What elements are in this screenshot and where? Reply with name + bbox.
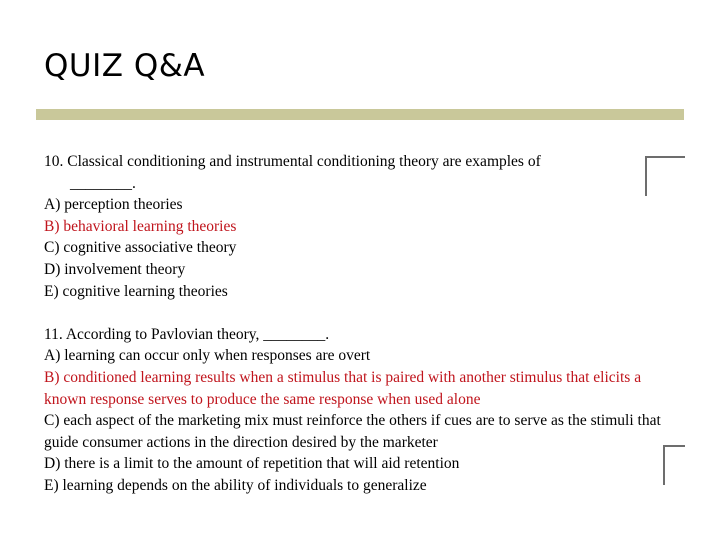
question-11-option-e: E) learning depends on the ability of individuals to generalize (44, 476, 427, 494)
slide-title: QUIZ Q&A (44, 48, 206, 84)
question-10-blank: ________. (70, 174, 136, 192)
question-10-option-a: A) perception theories (44, 196, 183, 214)
question-gap (44, 302, 680, 324)
question-11-option-c: C) each aspect of the marketing mix must reinforce the others if cues are to serve as the stimuli that guide consumer actions in the direction desired by the marketer (44, 412, 661, 451)
corner-bracket-top (645, 156, 685, 196)
question-11-option-b-correct: B) conditioned learning results when a stimulus that is paired with another stimulus that elicits a known response serves to produce the same response when used alone (44, 368, 642, 408)
question-11-option-a: A) learning can occur only when responses are overt (44, 347, 371, 365)
question-10-stem: 10. Classical conditioning and instrumental conditioning theory are examples of (44, 153, 541, 170)
question-10-option-e: E) cognitive learning theories (44, 282, 228, 300)
question-10-option-d: D) involvement theory (44, 260, 186, 278)
question-10-option-b-correct: B) behavioral learning theories (44, 217, 237, 235)
corner-bracket-bottom (663, 445, 685, 485)
question-11-stem: 11. According to Pavlovian theory, ________. (44, 325, 330, 343)
title-rule (36, 109, 684, 120)
title-rule-bar (36, 109, 684, 120)
question-10-option-c: C) cognitive associative theory (44, 239, 237, 257)
question-11-option-d: D) there is a limit to the amount of repetition that will aid retention (44, 455, 460, 473)
quiz-body (44, 151, 680, 497)
